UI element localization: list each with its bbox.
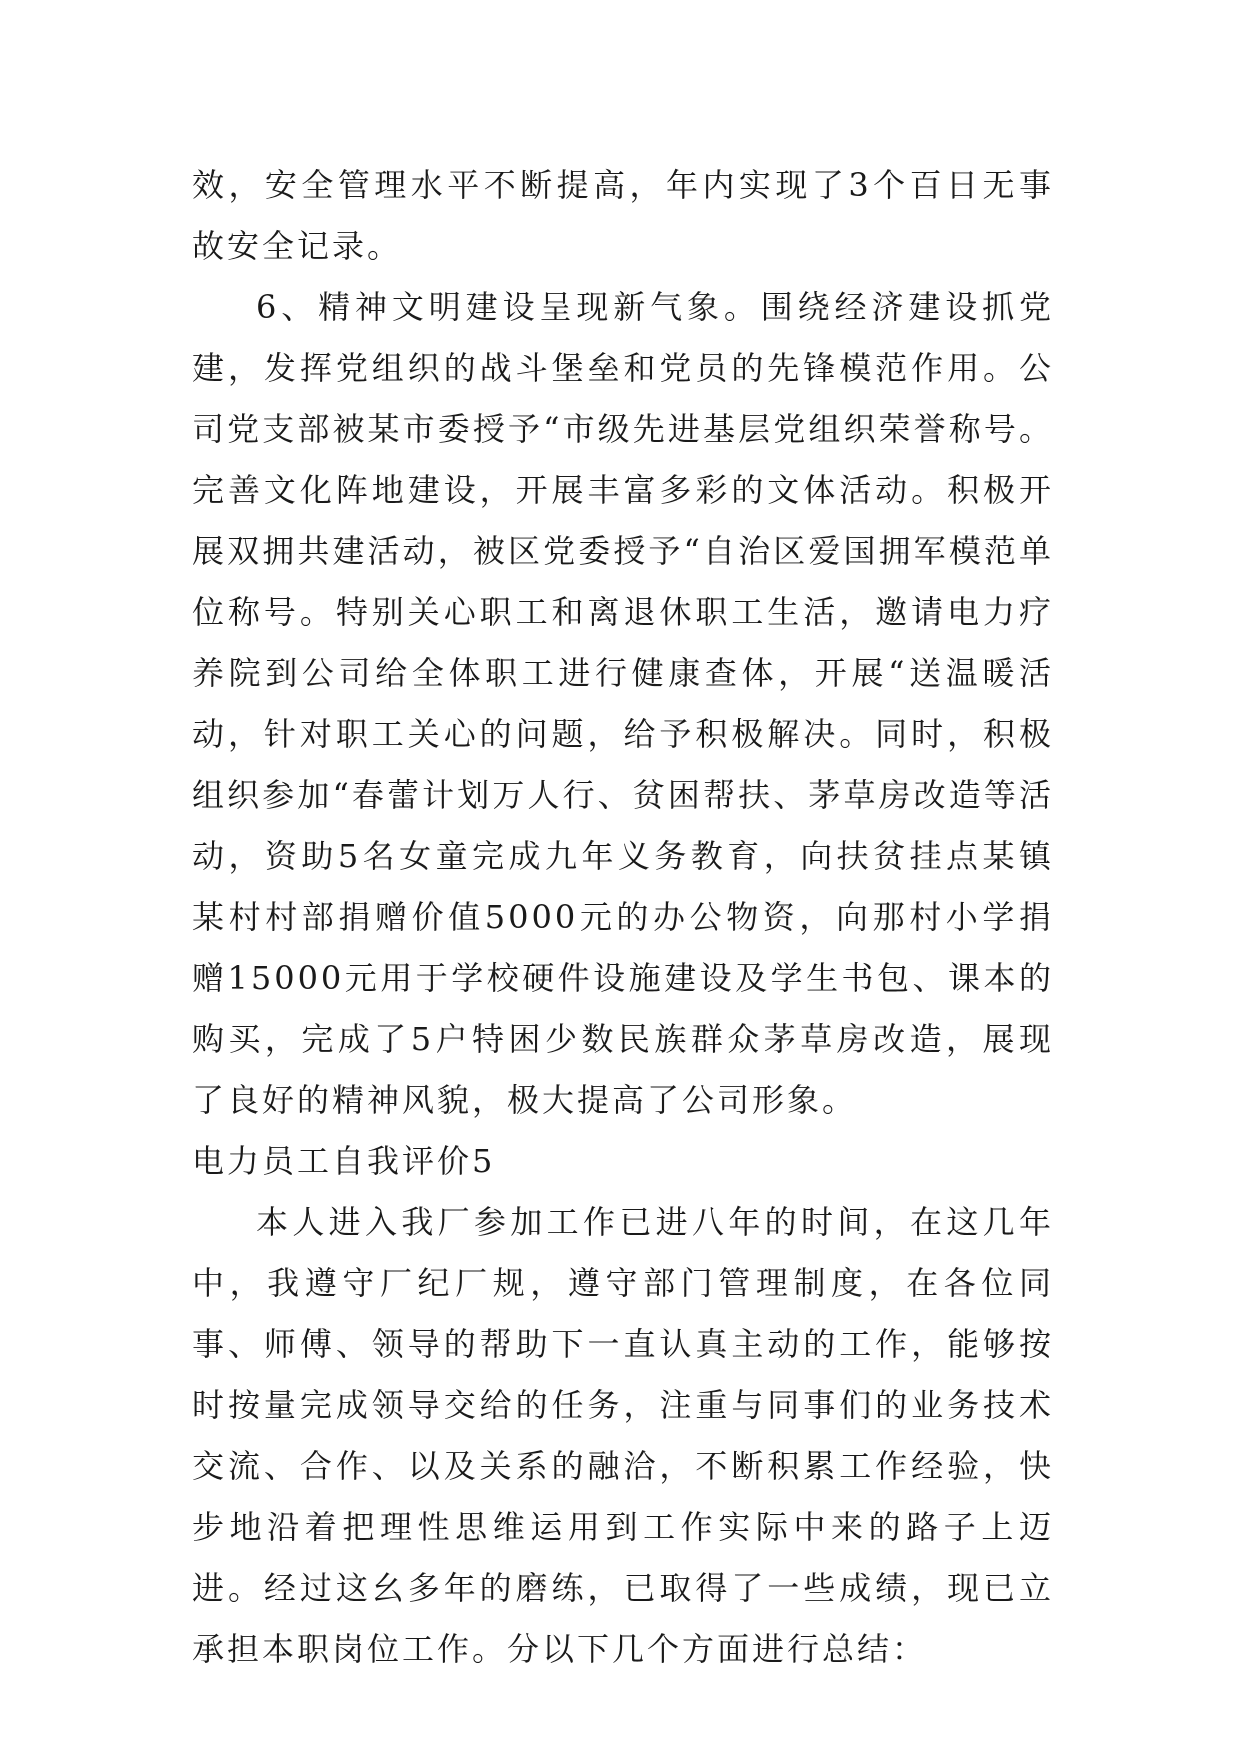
paragraph-spiritual-civilization: 6、精神文明建设呈现新气象。围绕经济建设抓党建，发挥党组织的战斗堡垒和党员的先锋模范作用。公司党支部被某市委授予“市级先进基层党组织荣誉称号。完善文化阵地建设，开展丰富多彩的文体活动。积极开展双拥共建活动，被区党委授予“自治区爱国拥军模范单位称号。特别关心职工和离退休职工生活，邀请电力疗养院到公司给全体职工进行健康查体，开展“送温暖活动，针对职工关心的问题，给予积极解决。同时，积极组织参加“春蕾计划万人行、贫困帮扶、茅草房改造等活动，资助5名女童完成九年义务教育，向扶贫挂点某镇某村村部捐赠价值5000元的办公物资，向那村小学捐赠15000元用于学校硬件设施建设及学生书包、课本的购买，完成了5户特困少数民族群众茅草房改造，展现了良好的精神风貌，极大提高了公司形象。: [192, 288, 1054, 1119]
paragraph-safety-record: 效，安全管理水平不断提高，年内实现了3个百日无事故安全记录。: [192, 166, 1054, 265]
paragraph-self-evaluation: 本人进入我厂参加工作已进八年的时间，在这几年中，我遵守厂纪厂规，遵守部门管理制度，在各位同事、师傅、领导的帮助下一直认真主动的工作，能够按时按量完成领导交给的任务，注重与同事们的业务技术交流、合作、以及关系的融洽，不断积累工作经验，快步地沿着把理性思维运用到工作实际中来的路子上迈进。经过这幺多年的磨练，已取得了一些成绩，现已立承担本职岗位工作。分以下几个方面进行总结：: [192, 1203, 1054, 1668]
document-body: [192, 155, 1054, 1680]
section-heading: 电力员工自我评价5: [192, 1142, 496, 1180]
